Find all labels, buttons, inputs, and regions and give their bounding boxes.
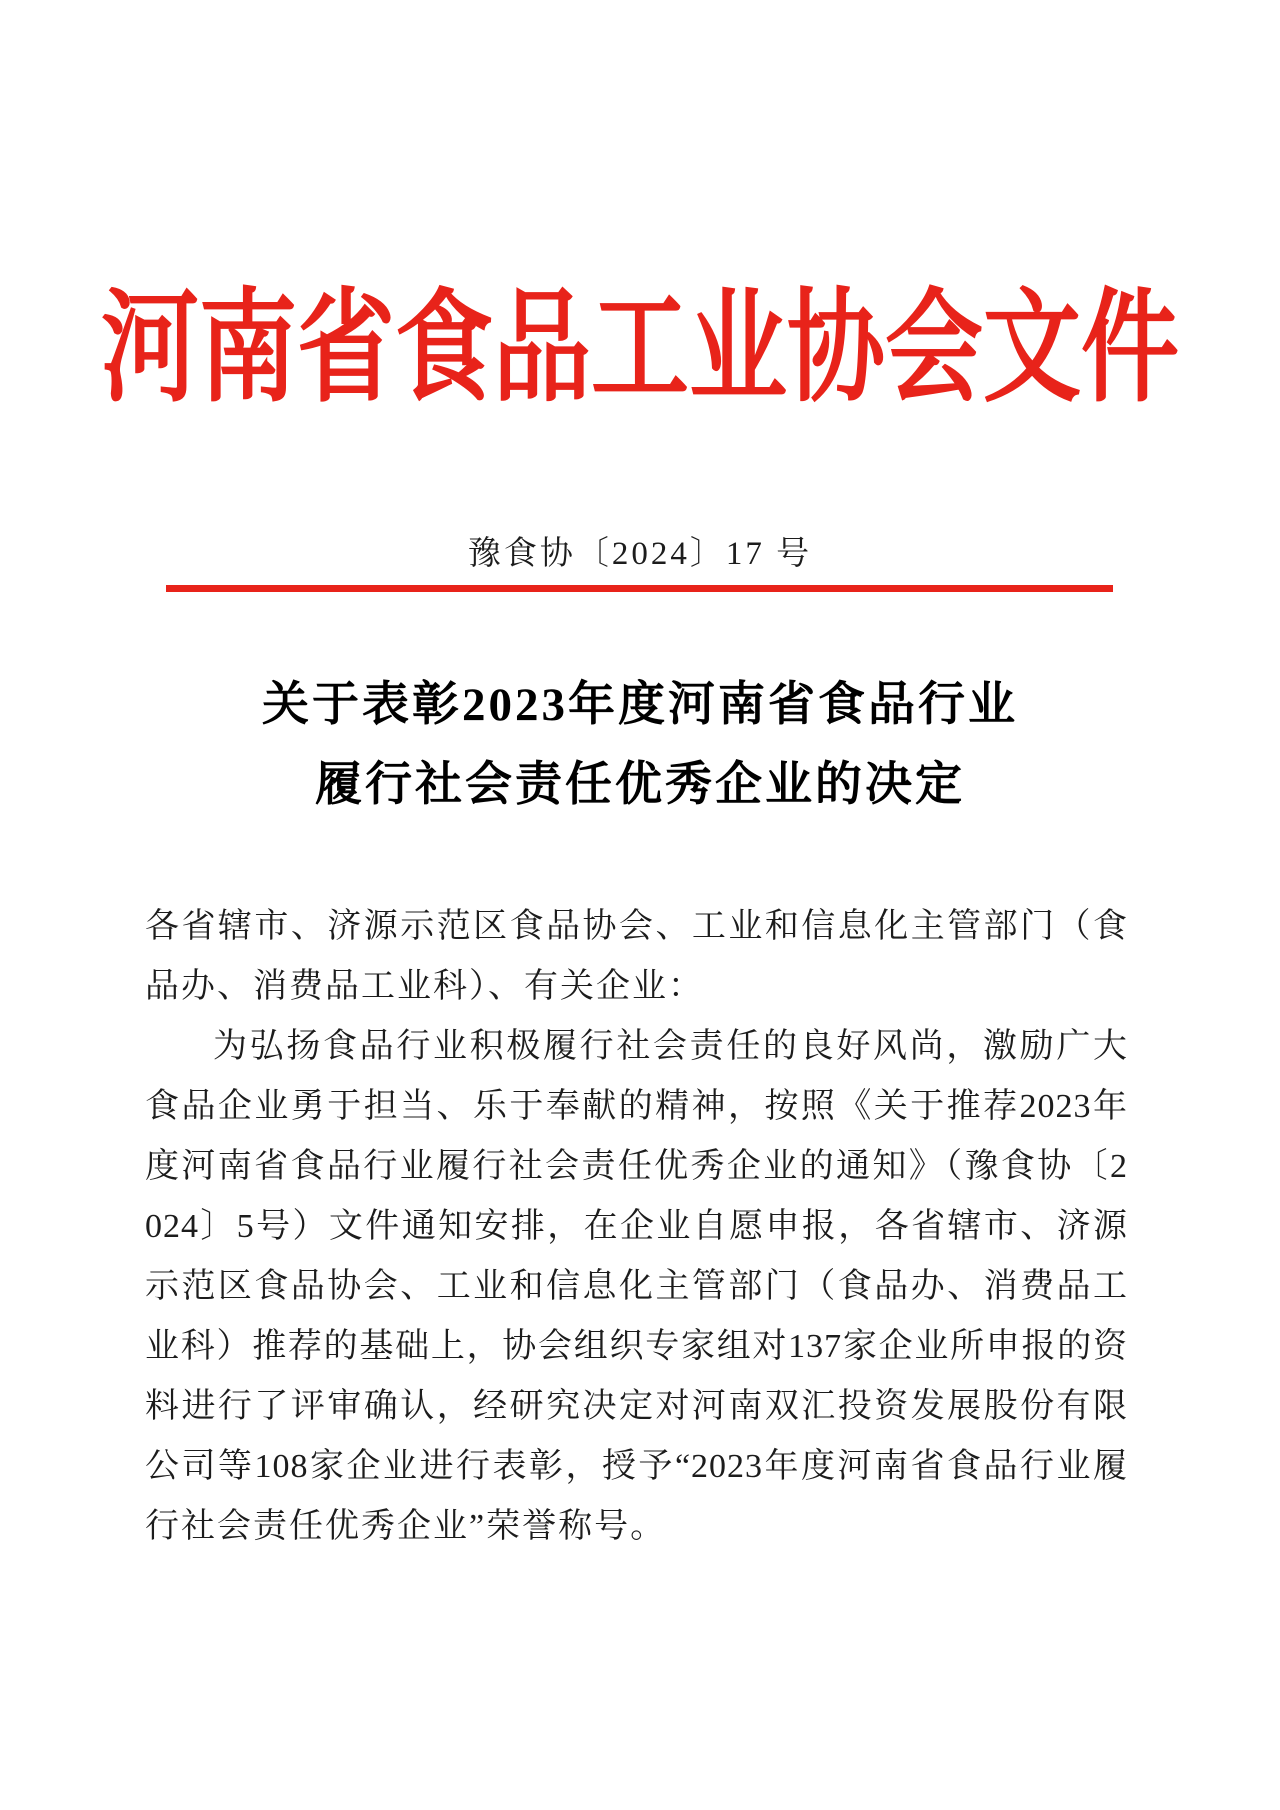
document-body <box>145 897 1128 1557</box>
body-line: 品办、消费品工业科）、有关企业： <box>145 968 704 1005</box>
body-line: 为弘扬食品行业积极履行社会责任的良好风尚，激励广大 <box>213 1028 1128 1065</box>
body-line: 024〕5号）文件通知安排，在企业自愿申报，各省辖市、济源 <box>145 1208 1128 1245</box>
body-line: 行社会责任优秀企业”荣誉称号。 <box>145 1508 667 1545</box>
doc-number: 豫食协〔2024〕17 号 <box>467 536 813 572</box>
body-line: 各省辖市、济源示范区食品协会、工业和信息化主管部门（食 <box>145 908 1128 945</box>
document-header <box>0 282 1280 418</box>
body-line: 示范区食品协会、工业和信息化主管部门（食品办、消费品工 <box>145 1268 1128 1305</box>
org-title-text: 河南省食品工业协会文件 <box>100 282 1179 418</box>
body-line: 料进行了评审确认，经研究决定对河南双汇投资发展股份有限 <box>145 1388 1128 1425</box>
body-line: 业科）推荐的基础上，协会组织专家组对137家企业所申报的资 <box>145 1328 1128 1365</box>
document-title-line1: 关于表彰2023年度河南省食品行业 <box>262 679 1018 731</box>
document-title-line2: 履行社会责任优秀企业的决定 <box>315 759 965 811</box>
body-line: 食品企业勇于担当、乐于奉献的精神，按照《关于推荐2023年 <box>145 1088 1128 1125</box>
document-title <box>0 665 1280 825</box>
red-divider-line <box>166 585 1113 592</box>
body-line: 度河南省食品行业履行社会责任优秀企业的通知》（豫食协〔2 <box>145 1148 1128 1185</box>
body-line: 公司等108家企业进行表彰，授予“2023年度河南省食品行业履 <box>145 1448 1128 1485</box>
